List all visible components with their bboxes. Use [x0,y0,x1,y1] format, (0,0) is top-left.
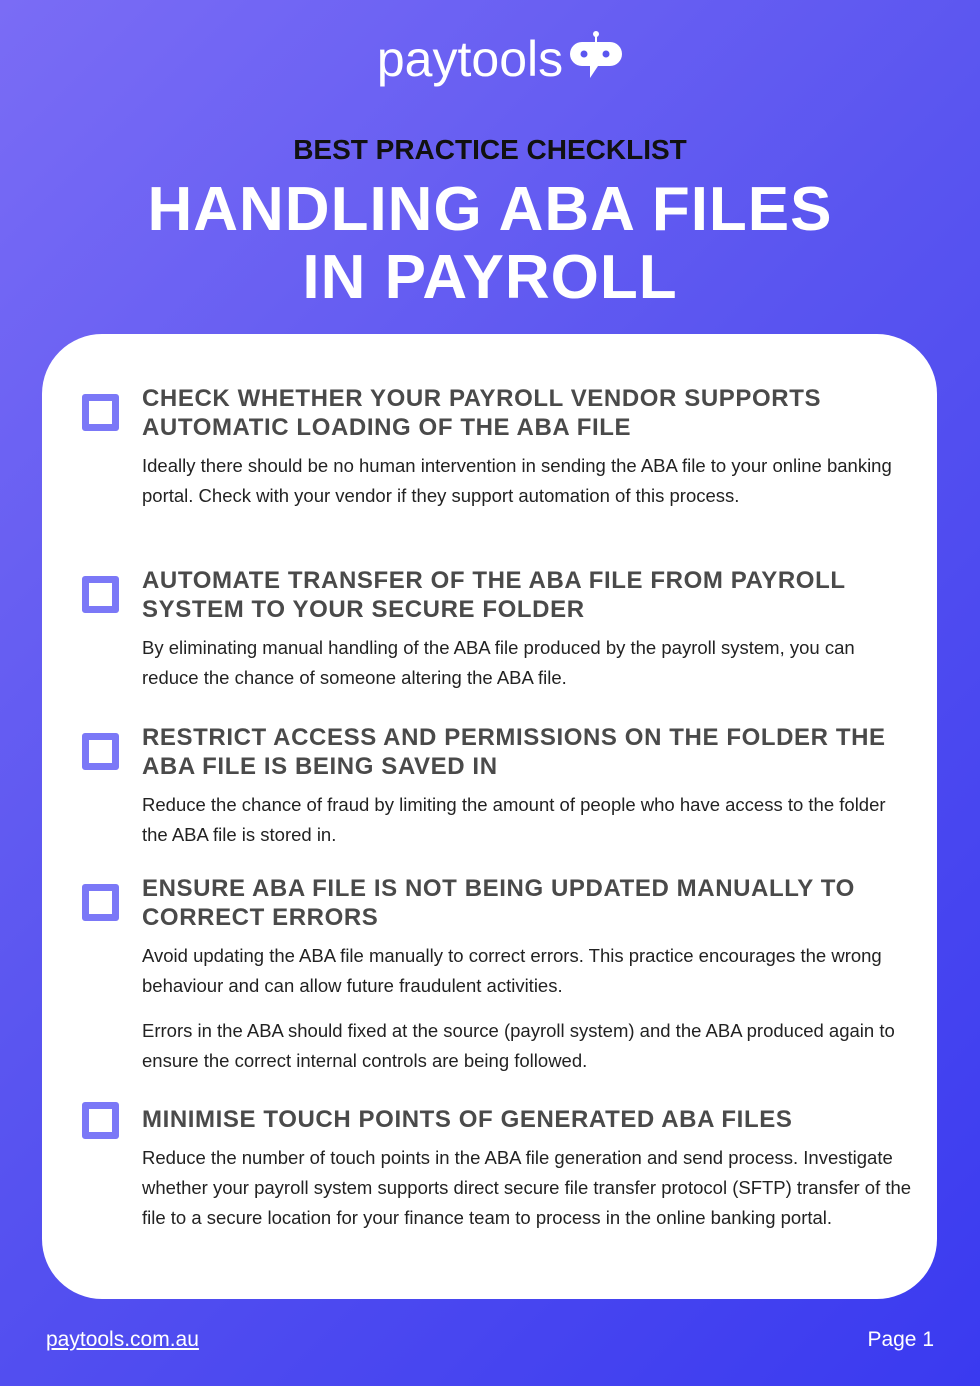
website-link[interactable]: paytools.com.au [46,1328,199,1351]
checkbox[interactable] [82,576,119,613]
item-body: Reduce the number of touch points in the ABA file generation and send process. Investigate whether your payroll system supports direct secure file transfer protocol (SFTP) transfer of the file to a secure location for your finance team to process in the online banking portal. [142,1147,912,1228]
checklist-kicker: BEST PRACTICE CHECKLIST [293,134,687,165]
item-body: By eliminating manual handling of the ABA file produced by the payroll system, you can reduce the chance of someone altering the ABA file. [142,637,855,688]
page-number: Page 1 [867,1328,934,1351]
paytools-logo [0,30,980,88]
logo-text: paytools [376,31,564,87]
checklist-card [42,334,937,1299]
item-body: Ideally there should be no human intervention in sending the ABA file to your online banking portal. Check with your vendor if they support automation of this process. [142,455,892,506]
item-heading: AUTOMATE TRANSFER OF THE ABA FILE FROM PAYROLL SYSTEM TO YOUR SECURE FOLDER [142,567,846,623]
item-body: Reduce the chance of fraud by limiting the amount of people who have access to the folder the ABA file is stored in. [142,794,886,845]
item-heading: ENSURE ABA FILE IS NOT BEING UPDATED MANUALLY TO CORRECT ERRORS [142,875,855,931]
item-body: Avoid updating the ABA file manually to correct errors. This practice encourages the wrong behaviour and can allow future fraudulent activities. Errors in the ABA should fixed at the source (payroll system) and the ABA produced again to ensure the correct internal controls are being followed. [142,945,895,1071]
item-heading: CHECK WHETHER YOUR PAYROLL VENDOR SUPPORTS AUTOMATIC LOADING OF THE ABA FILE [142,385,822,441]
page-title [0,176,980,312]
checkbox[interactable] [82,1102,119,1139]
title-line-2: IN PAYROLL [302,243,678,312]
checkbox[interactable] [82,394,119,431]
item-heading: RESTRICT ACCESS AND PERMISSIONS ON THE FOLDER THE ABA FILE IS BEING SAVED IN [142,724,886,780]
item-heading: MINIMISE TOUCH POINTS OF GENERATED ABA FILES [142,1106,793,1133]
checkbox[interactable] [82,884,119,921]
title-line-1: HANDLING ABA FILES [147,175,833,244]
robot-chat-icon [568,30,624,82]
checkbox[interactable] [82,733,119,770]
